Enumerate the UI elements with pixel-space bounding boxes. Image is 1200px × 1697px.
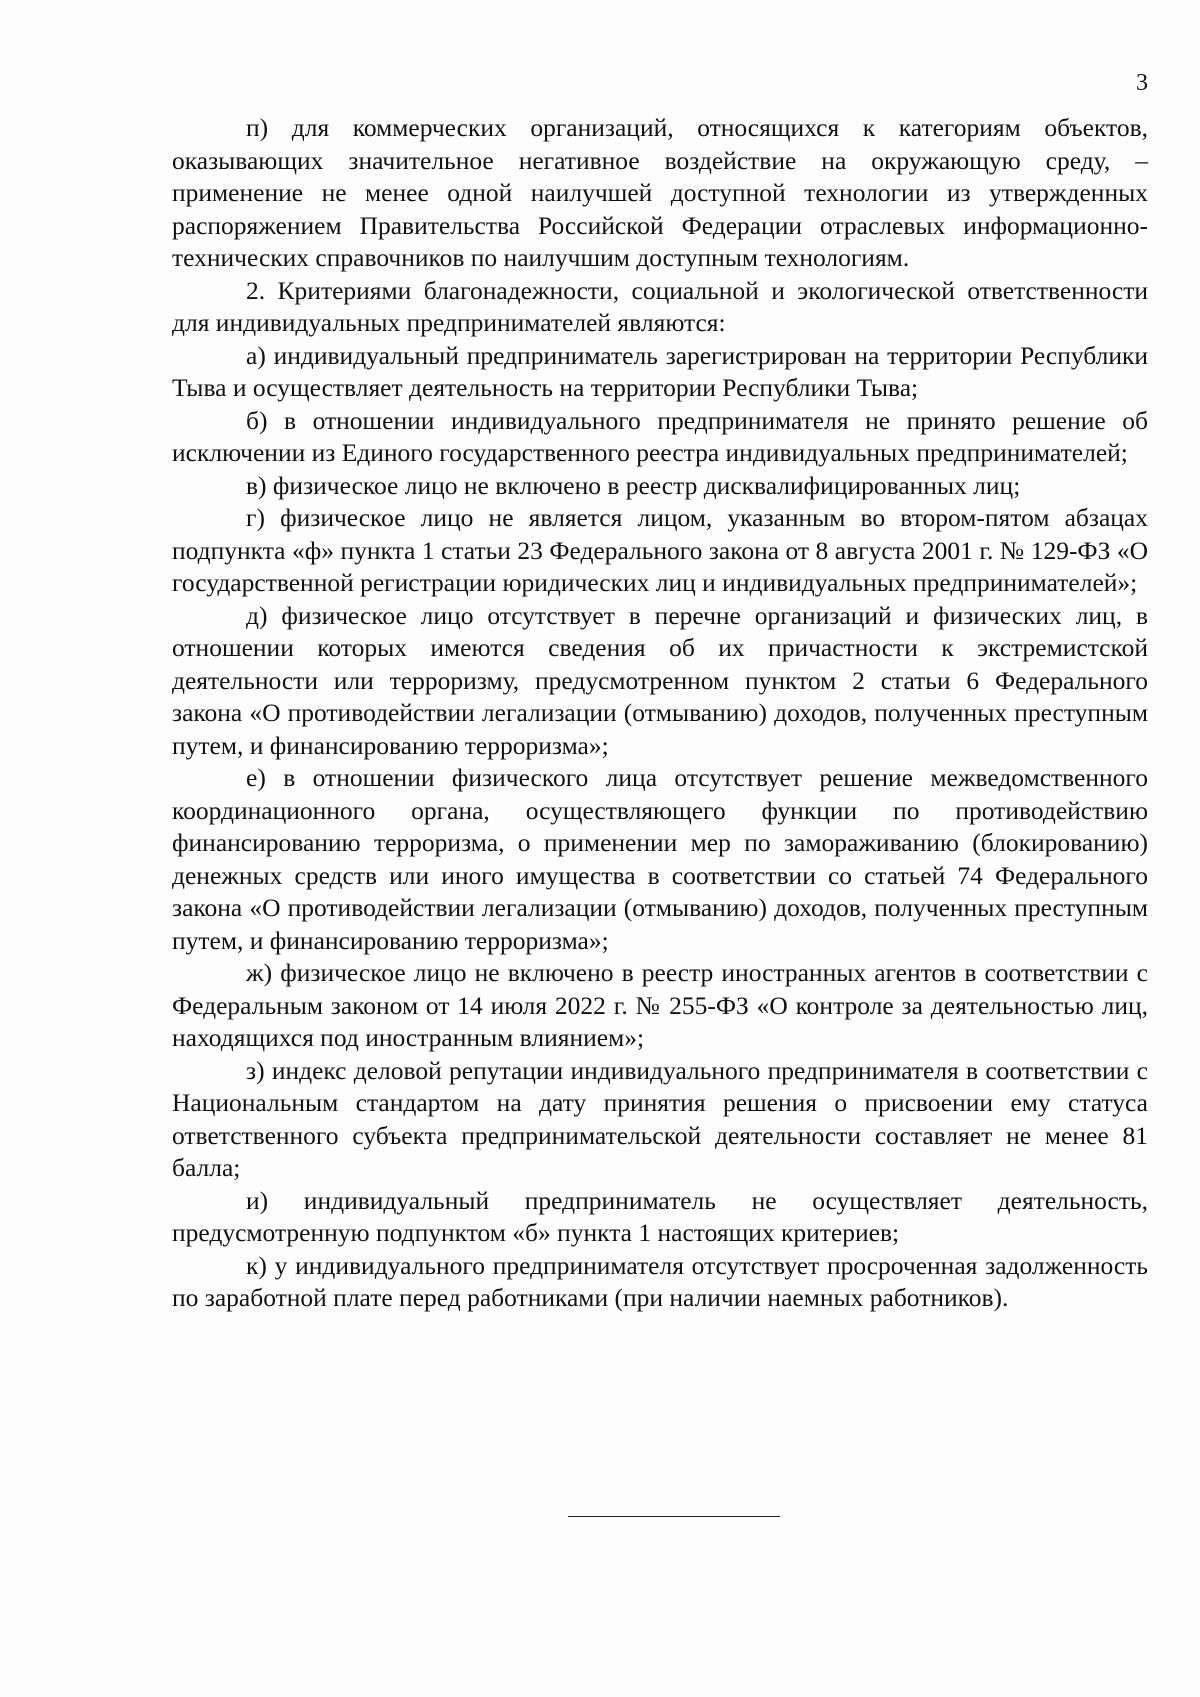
paragraph-criteria-heading: 2. Критериями благонадежности, социальной и экологической ответственности для индивидуальных предпринимателей являются: [172,275,1148,337]
end-separator-line [568,1516,780,1517]
paragraph-item-k: к) у индивидуального предпринимателя отсутствует просроченная задолженность по заработной плате перед работниками (при наличии наемных работников). [172,1250,1148,1312]
paragraph-item-a: а) индивидуальный предприниматель зарегистрирован на территории Республики Тыва и осуществляет деятельность на территории Республики Тыва; [172,340,1148,402]
document-body [172,112,1148,1315]
paragraph-item-b: б) в отношении индивидуального предпринимателя не принято решение об исключении из Единого государственного реестра индивидуальных предпринимателей; [172,405,1148,467]
paragraph-item-g: г) физическое лицо не является лицом, указанным во втором-пятом абзацах подпункта «ф» пункта 1 статьи 23 Федерального закона от 8 августа 2001 г. № 129-ФЗ «О государственной регистрации юридических лиц и индивидуальных предпринимателей»; [172,503,1148,597]
paragraph-item-zh: ж) физическое лицо не включено в реестр иностранных агентов в соответствии с Федеральным законом от 14 июля 2022 г. № 255-ФЗ «О контроле за деятельностью лиц, находящихся под иностранным влиянием»; [172,958,1148,1052]
paragraph-item-p: п) для коммерческих организаций, относящихся к категориям объектов, оказывающих значительное негативное воздействие на окружающую среду, – применение не менее одной наилучшей доступной технологии из утвержденных распоряжением Правительства Российской Федерации отраслевых информационно-технических справочников по наилучшим доступным технологиям. [172,113,1148,272]
paragraph-item-i: и) индивидуальный предприниматель не осуществляет деятельность, предусмотренную подпунктом «б» пункта 1 настоящих критериев; [172,1185,1148,1247]
page-number: 3 [1136,70,1148,96]
paragraph-item-e: е) в отношении физического лица отсутствует решение межведомственного координационного органа, осуществляющего функции по противодействию финансированию терроризма, о применении мер по замораживанию (блокированию) денежных средств или иного имущества в соответствии со статьей 74 Федерального закона «О противодействии легализации (отмыванию) доходов, полученных преступным путем, и финансированию терроризма»; [172,763,1148,955]
paragraph-item-z: з) индекс деловой репутации индивидуального предпринимателя в соответствии с Национальным стандартом на дату принятия решения о присвоении ему статуса ответственного субъекта предпринимательской деятельности составляет не менее 81 балла; [172,1055,1148,1182]
paragraph-item-d: д) физическое лицо отсутствует в перечне организаций и физических лиц, в отношении которых имеются сведения об их причастности к экстремистской деятельности или терроризму, предусмотренном пунктом 2 статьи 6 Федерального закона «О противодействии легализации (отмыванию) доходов, полученных преступным путем, и финансированию терроризма»; [172,600,1148,760]
paragraph-item-v: в) физическое лицо не включено в реестр дисквалифицированных лиц; [246,470,1021,500]
